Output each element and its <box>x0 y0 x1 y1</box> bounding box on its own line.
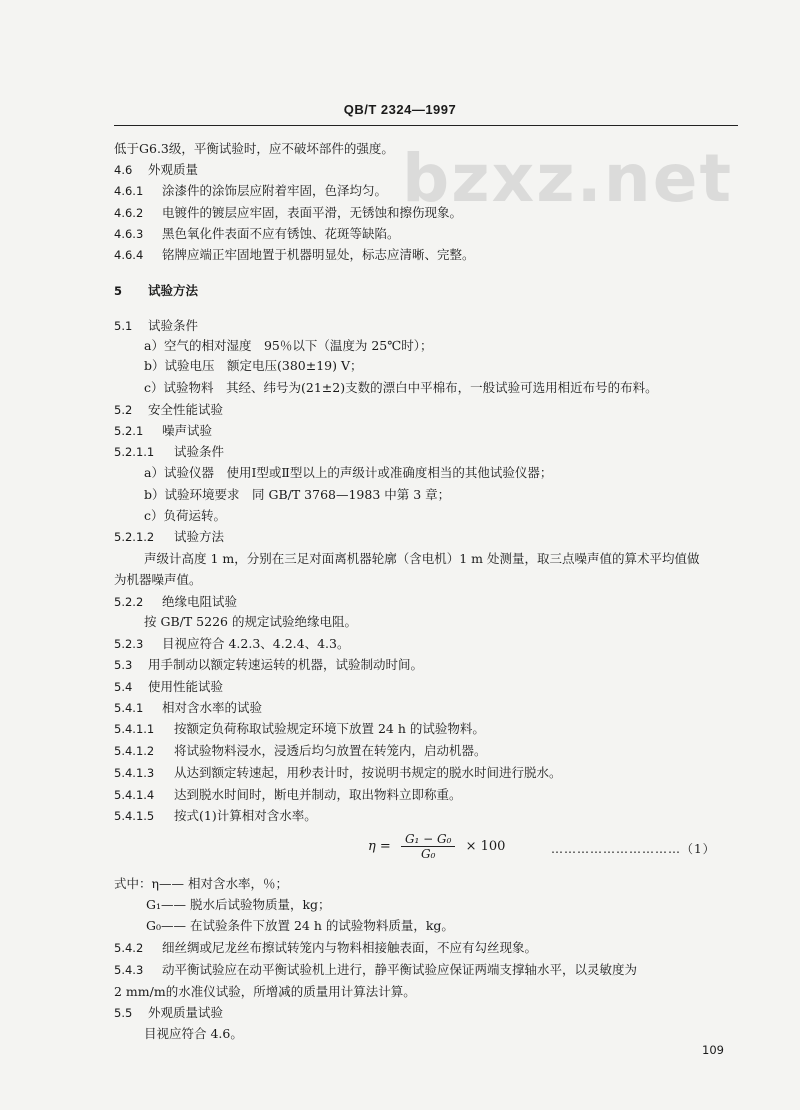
section-heading: 5.3 用手制动以额定转速运转的机器，试验制动时间。 <box>114 657 424 672</box>
section-heading: 5.4 使用性能试验 <box>114 679 224 694</box>
formula-numerator: G₁ − G₀ <box>401 832 455 847</box>
clause: 4.6.2 电镀件的镀层应牢固，表面平滑，无锈蚀和擦伤现象。 <box>114 205 463 220</box>
section-heading: 5.5 外观质量试验 <box>114 1005 224 1020</box>
list-item: a）试验仪器 使用Ⅰ型或Ⅱ型以上的声级计或准确度相当的其他试验仪器； <box>144 465 553 480</box>
list-item: c）试验物料 其经、纬号为(21±2)支数的漂白中平棉布，一般试验可选用相近布号的布料。 <box>144 380 658 395</box>
clause: 5.4.3 动平衡试验应在动平衡试验机上进行，静平衡试验应保证两端支撑轴水平，以灵敏度为 <box>114 962 638 977</box>
equation-number: …………………………（1） <box>551 842 716 856</box>
list-item: b）试验电压 额定电压(380±19) V； <box>144 358 363 373</box>
clause: 5.4.1.4 达到脱水时间时，断电并制动，取出物料立即称重。 <box>114 787 462 802</box>
text-line: 低于G6.3级，平衡试验时，应不破坏部件的强度。 <box>114 141 394 156</box>
header-rule <box>114 125 738 126</box>
clause: 5.2.1 噪声试验 <box>114 423 213 438</box>
standard-header: QB/T 2324—1997 <box>343 102 457 117</box>
paragraph: 按 GB/T 5226 的规定试验绝缘电阻。 <box>144 614 357 629</box>
paragraph: 2 mm/m的水准仪试验，所增减的质量用计算法计算。 <box>114 984 416 999</box>
formula-legend: G₁—— 脱水后试验物质量，kg； <box>146 897 331 912</box>
formula <box>368 832 505 861</box>
section-heading: 5.1 试验条件 <box>114 318 199 333</box>
formula-legend: 式中：η—— 相对含水率，％； <box>114 876 288 891</box>
clause: 5.4.1 相对含水率的试验 <box>114 700 263 715</box>
section-heading: 4.6 外观质量 <box>114 162 199 177</box>
clause: 5.4.1.2 将试验物料浸水，浸透后均匀放置在转笼内，启动机器。 <box>114 743 487 758</box>
clause: 5.2.3 目视应符合 4.2.3、4.2.4、4.3。 <box>114 636 350 651</box>
clause: 5.2.1.2 试验方法 <box>114 529 225 544</box>
formula-denominator: G₀ <box>421 847 436 861</box>
clause: 4.6.1 涂漆件的涂饰层应附着牢固，色泽均匀。 <box>114 183 388 198</box>
formula-rhs: × 100 <box>465 839 506 854</box>
clause: 5.4.1.5 按式(1)计算相对含水率。 <box>114 808 317 823</box>
clause: 5.4.1.3 从达到额定转速起，用秒表计时，按说明书规定的脱水时间进行脱水。 <box>114 765 562 780</box>
formula-legend: G₀—— 在试验条件下放置 24 h 的试验物料质量，kg。 <box>146 918 454 933</box>
formula-fraction <box>401 832 455 861</box>
clause: 4.6.3 黑色氧化件表面不应有锈蚀、花斑等缺陷。 <box>114 226 400 241</box>
clause: 5.2.2 绝缘电阻试验 <box>114 594 238 609</box>
clause: 4.6.4 铭牌应端正牢固地置于机器明显处，标志应清晰、完整。 <box>114 247 475 262</box>
paragraph: 为机器噪声值。 <box>114 572 202 587</box>
paragraph: 声级计高度 1 m，分别在三足对面离机器轮廓（含电机）1 m 处测量，取三点噪声值的算术平均值做 <box>144 551 700 566</box>
list-item: c）负荷运转。 <box>144 508 227 523</box>
clause: 5.4.1.1 按额定负荷称取试验规定环境下放置 24 h 的试验物料。 <box>114 721 485 736</box>
list-item: b）试验环境要求 同 GB/T 3768—1983 中第 3 章； <box>144 487 451 502</box>
clause: 5.2.1.1 试验条件 <box>114 444 225 459</box>
page-number: 109 <box>702 1043 724 1057</box>
watermark: bzxz.net <box>402 140 734 217</box>
clause: 5.4.2 细丝绸或尼龙丝布擦试转笼内与物料相接触表面，不应有勾丝现象。 <box>114 940 538 955</box>
list-item: a）空气的相对湿度 95％以下（温度为 25℃时）； <box>144 338 433 353</box>
formula-lhs: η = <box>368 839 391 854</box>
paragraph: 目视应符合 4.6。 <box>144 1026 243 1041</box>
section-heading: 5.2 安全性能试验 <box>114 402 224 417</box>
chapter-heading: 5 试验方法 <box>114 283 199 298</box>
